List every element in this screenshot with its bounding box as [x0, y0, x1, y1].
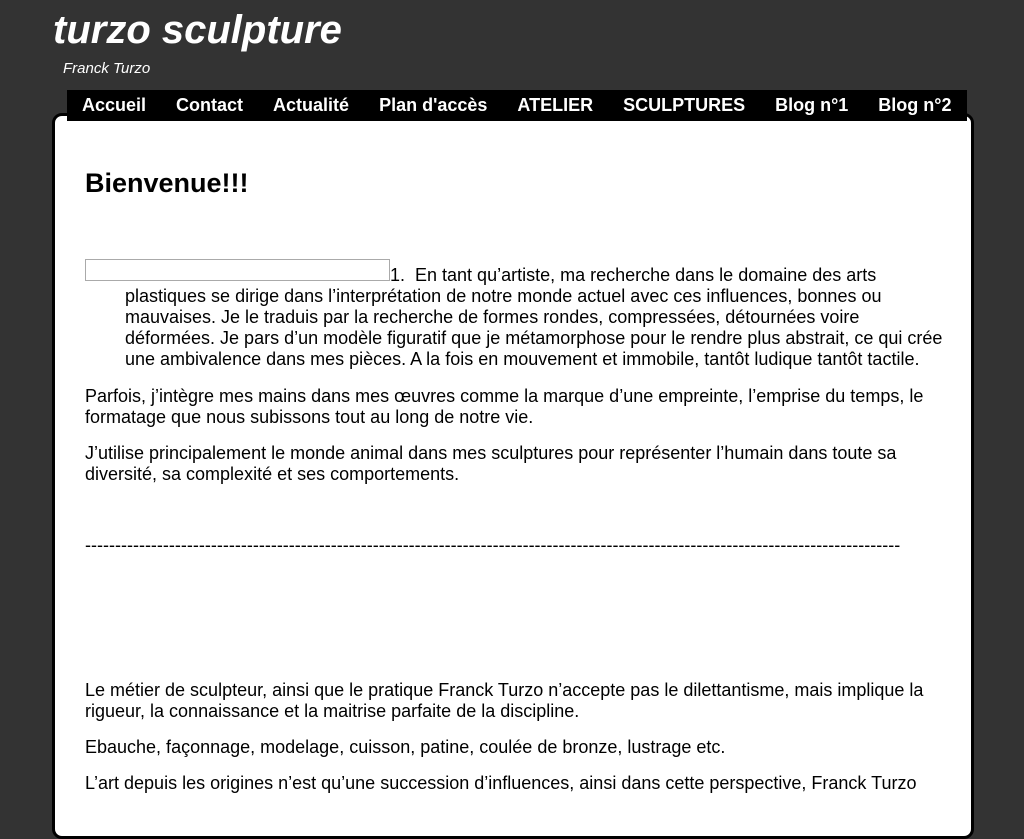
empty-space — [85, 556, 943, 680]
nav-item-accueil[interactable]: Accueil — [82, 95, 147, 115]
nav-item-contact[interactable]: Contact — [176, 95, 244, 115]
paragraph-techniques: Ebauche, façonnage, modelage, cuisson, patine, coulée de bronze, lustrage etc. — [85, 737, 726, 757]
list-item — [125, 259, 943, 370]
main-navigation — [67, 90, 967, 121]
main-content — [85, 162, 943, 809]
nav-item-sculptures[interactable]: SCULPTURES — [623, 95, 746, 115]
site-title[interactable]: turzo sculpture — [53, 8, 342, 52]
site-subtitle: Franck Turzo — [63, 60, 151, 77]
paragraph-metier: Le métier de sculpteur, ainsi que le pratique Franck Turzo n’accepte pas le dilettantisme, mais implique la rigueur, la connaissance et la maitrise parfaite de la discipline. — [85, 680, 924, 721]
list-marker: 1. — [390, 265, 406, 285]
nav-item-actualite[interactable]: Actualité — [273, 95, 350, 115]
nav-item-blog-2[interactable]: Blog n°2 — [878, 95, 952, 115]
paragraph-hands: Parfois, j’intègre mes mains dans mes œuvres comme la marque d’une empreinte, l’emprise du temps, le formatage que nous subissons tout au long de notre vie. — [85, 386, 924, 427]
page-heading: Bienvenue!!! — [85, 168, 249, 198]
dashed-separator: ---------------------------------------------------------------------------------------------------------------------------------------- — [85, 535, 901, 555]
paragraph-influences: L’art depuis les origines n’est qu’une succession d’influences, ainsi dans cette perspective, Franck Turzo — [85, 773, 917, 793]
paragraph-animal: J’utilise principalement le monde animal dans mes sculptures pour représenter l’humain dans toute sa diversité, sa complexité et ses comportements. — [85, 443, 897, 484]
numbered-list — [85, 259, 943, 370]
nav-item-plan-acces[interactable]: Plan d'accès — [379, 95, 488, 115]
nav-item-atelier[interactable]: ATELIER — [517, 95, 594, 115]
list-item-text: En tant qu’artiste, ma recherche dans le domaine des arts plastiques se dirige dans l’interprétation de notre monde actuel avec ces influences, bonnes ou mauvaises. Je le traduis par la recherche de formes rondes, compressées, détournées voire déformées. Je pars d’un modèle figuratif que je métamorphose pour le rendre plus abstrait, ce qui crée une ambivalence dans mes pièces. A la fois en mouvement et immobile, tantôt ludique tantôt tactile. — [125, 265, 943, 369]
nav-item-blog-1[interactable]: Blog n°1 — [775, 95, 849, 115]
